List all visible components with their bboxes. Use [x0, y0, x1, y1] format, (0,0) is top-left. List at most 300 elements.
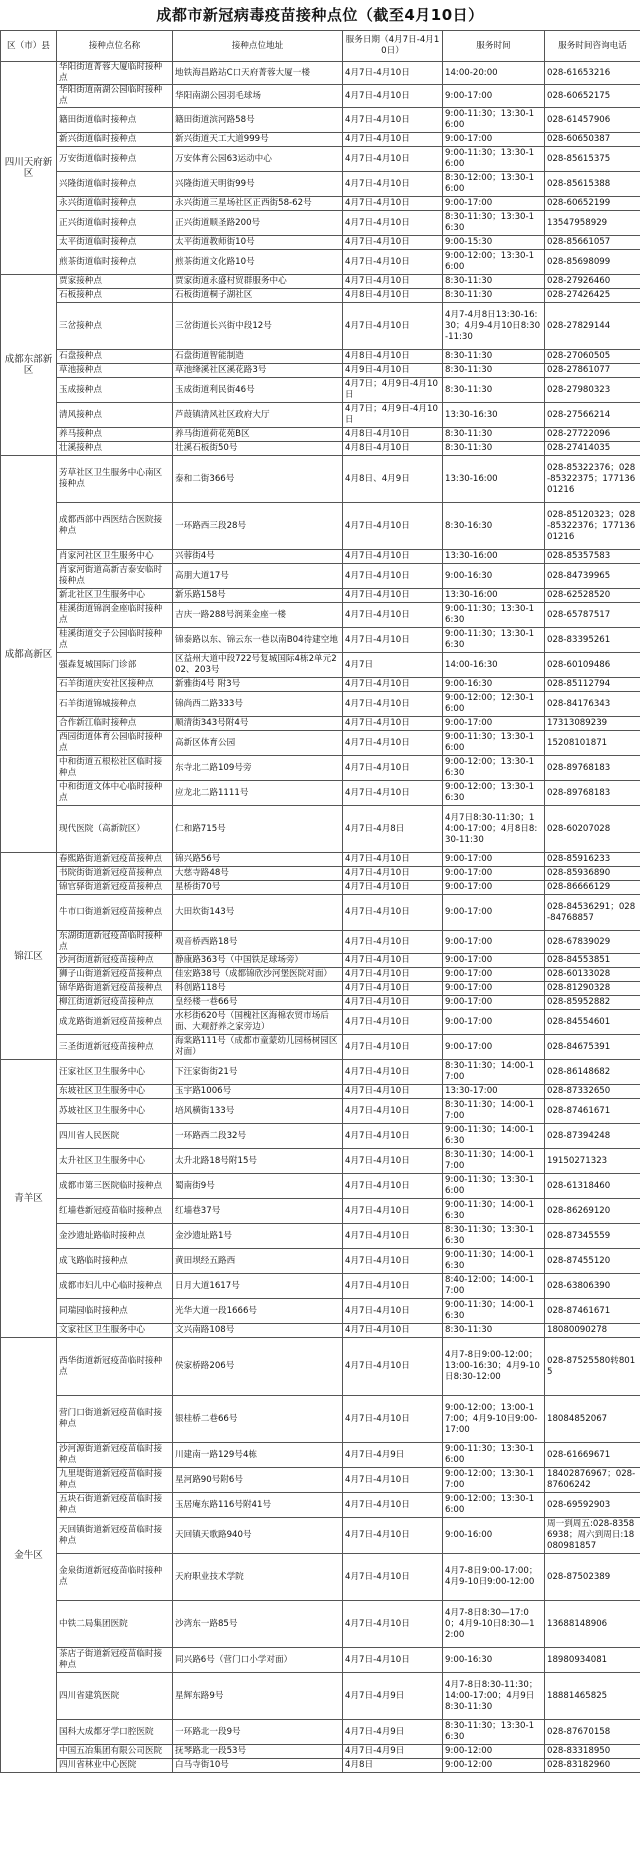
- site-cell: 成都西部中西医结合医院接种点: [57, 503, 173, 550]
- address-cell: 永兴街道三星场社区正西街58-62号: [173, 197, 343, 211]
- date-cell: 4月7日-4月10日: [343, 275, 443, 289]
- table-row: [1, 1518, 640, 1554]
- time-cell: 8:30-11:30: [443, 428, 545, 442]
- address-cell: 玉居庵东路116号附41号: [173, 1493, 343, 1518]
- site-cell: 国科大成都牙学口腔医院: [57, 1720, 173, 1745]
- site-cell: 金泉街道新冠疫苗临时接种点: [57, 1554, 173, 1601]
- table-row: [1, 853, 640, 867]
- table-row: [1, 867, 640, 881]
- date-cell: 4月7日-4月10日: [343, 996, 443, 1010]
- phone-cell: 028-85112794: [545, 678, 640, 692]
- phone-cell: 028-87502389: [545, 1554, 640, 1601]
- table-row: [1, 108, 640, 133]
- address-cell: 贾家街道永盛村贸群服务中心: [173, 275, 343, 289]
- phone-cell: 19150271323: [545, 1149, 640, 1174]
- table-row: [1, 1174, 640, 1199]
- address-cell: 芦葭镇清风社区政府大厅: [173, 403, 343, 428]
- site-cell: 石板接种点: [57, 289, 173, 303]
- table-row: [1, 172, 640, 197]
- table-row: [1, 806, 640, 853]
- time-cell: 8:30-11:30；13:30-16:30: [443, 1224, 545, 1249]
- date-cell: 4月7日-4月10日: [343, 589, 443, 603]
- address-cell: 日月大道1617号: [173, 1274, 343, 1299]
- phone-cell: 028-84553851: [545, 954, 640, 968]
- table-row: [1, 895, 640, 931]
- phone-cell: 028-85952882: [545, 996, 640, 1010]
- site-cell: 金沙遗址路临时接种点: [57, 1224, 173, 1249]
- address-cell: 养马街道荷花苑B区: [173, 428, 343, 442]
- phone-cell: 028-84176343: [545, 692, 640, 717]
- date-cell: 4月8日: [343, 1759, 443, 1773]
- col-header-time: 服务时间: [443, 31, 545, 62]
- address-cell: 观音桥西路18号: [173, 931, 343, 954]
- date-cell: 4月7日-4月10日: [343, 1274, 443, 1299]
- date-cell: 4月7日-4月10日: [343, 564, 443, 589]
- address-cell: 区益州大道中段722号复城国际4栋2单元202、203号: [173, 653, 343, 678]
- site-cell: 中和街道五根松社区临时接种点: [57, 756, 173, 781]
- date-cell: 4月7日-4月10日: [343, 172, 443, 197]
- district-cell: 锦江区: [1, 853, 57, 1060]
- table-row: [1, 250, 640, 275]
- table-row: [1, 1299, 640, 1324]
- site-cell: 茶店子街道新冠疫苗临时接种点: [57, 1648, 173, 1673]
- time-cell: 8:30-11:30: [443, 364, 545, 378]
- time-cell: 13:30-16:00: [443, 589, 545, 603]
- site-cell: 三岔接种点: [57, 303, 173, 350]
- col-header-date: 服务日期（4月7日-4月10日）: [343, 31, 443, 62]
- time-cell: 4月7-8日9:00-17:00；4月9-10日9:00-12:00: [443, 1554, 545, 1601]
- table-row: [1, 1720, 640, 1745]
- table-row: [1, 350, 640, 364]
- table-row: [1, 731, 640, 756]
- table-row: [1, 589, 640, 603]
- site-cell: 肖家河社区卫生服务中心: [57, 550, 173, 564]
- site-cell: 清风接种点: [57, 403, 173, 428]
- site-cell: 西园街道体育公园临时接种点: [57, 731, 173, 756]
- date-cell: 4月7日-4月10日: [343, 1224, 443, 1249]
- time-cell: 8:30-11:30；14:00-17:00: [443, 1099, 545, 1124]
- time-cell: 4月7-8日9:00-12:00；13:00-16:30；4月9-10日8:30-12:00: [443, 1338, 545, 1396]
- date-cell: 4月7日-4月10日: [343, 895, 443, 931]
- date-cell: 4月7日-4月10日: [343, 62, 443, 85]
- phone-cell: 028-85120323；028-85322376；17713601216: [545, 503, 640, 550]
- time-cell: 9:00-11:30；13:30-16:00: [443, 108, 545, 133]
- table-row: [1, 692, 640, 717]
- time-cell: 9:00-17:00: [443, 954, 545, 968]
- time-cell: 9:00-11:30；13:30-16:00: [443, 147, 545, 172]
- address-cell: 皇经楼一巷66号: [173, 996, 343, 1010]
- phone-cell: 028-86269120: [545, 1199, 640, 1224]
- address-cell: 培风横街133号: [173, 1099, 343, 1124]
- phone-cell: 028-65787517: [545, 603, 640, 628]
- time-cell: 13:30-16:30: [443, 403, 545, 428]
- phone-cell: 028-60652175: [545, 85, 640, 108]
- date-cell: 4月7日-4月10日: [343, 197, 443, 211]
- phone-cell: 028-84536291；028-84768857: [545, 895, 640, 931]
- phone-cell: 13688148906: [545, 1601, 640, 1648]
- table-row: [1, 1124, 640, 1149]
- address-cell: 星桥街70号: [173, 881, 343, 895]
- phone-cell: 028-84675391: [545, 1035, 640, 1060]
- date-cell: 4月7日-4月10日: [343, 717, 443, 731]
- site-cell: 沙河街道新冠疫苗接种点: [57, 954, 173, 968]
- table-row: [1, 1224, 640, 1249]
- table-body: [1, 62, 640, 1773]
- table-row: [1, 1493, 640, 1518]
- district-cell: 成都高新区: [1, 456, 57, 853]
- site-cell: 营门口街道新冠疫苗临时接种点: [57, 1396, 173, 1443]
- site-cell: 草池接种点: [57, 364, 173, 378]
- time-cell: 9:00-17:00: [443, 133, 545, 147]
- table-row: [1, 289, 640, 303]
- phone-cell: 028-87332650: [545, 1085, 640, 1099]
- site-cell: 中国五冶集团有限公司医院: [57, 1745, 173, 1759]
- time-cell: 8:30-11:30；13:30-16:30: [443, 1720, 545, 1745]
- table-row: [1, 211, 640, 236]
- address-cell: 煎茶街道文化路10号: [173, 250, 343, 275]
- phone-cell: 028-85615388: [545, 172, 640, 197]
- phone-cell: 028-87461671: [545, 1299, 640, 1324]
- address-cell: 锦兴路56号: [173, 853, 343, 867]
- district-cell: 成都东部新区: [1, 275, 57, 456]
- address-cell: 石盘街道智能制造: [173, 350, 343, 364]
- site-cell: 桂溪街道交子公园临时接种点: [57, 628, 173, 653]
- site-cell: 养马接种点: [57, 428, 173, 442]
- date-cell: 4月7日-4月10日: [343, 1060, 443, 1085]
- phone-cell: 028-60207028: [545, 806, 640, 853]
- table-row: [1, 1745, 640, 1759]
- address-cell: 应龙北二路1111号: [173, 781, 343, 806]
- phone-cell: 028-85936890: [545, 867, 640, 881]
- time-cell: 9:00-12:00: [443, 1759, 545, 1773]
- address-cell: 锦泰路以东、锦云东一巷以南B04待建空地: [173, 628, 343, 653]
- site-cell: 同瑞园临时接种点: [57, 1299, 173, 1324]
- date-cell: 4月7日-4月10日: [343, 1124, 443, 1149]
- site-cell: 合作新江临时接种点: [57, 717, 173, 731]
- phone-cell: 028-61669671: [545, 1443, 640, 1468]
- table-row: [1, 1274, 640, 1299]
- date-cell: 4月8日-4月10日: [343, 289, 443, 303]
- phone-cell: 18084852067: [545, 1396, 640, 1443]
- time-cell: 9:00-17:00: [443, 931, 545, 954]
- date-cell: 4月7日-4月10日: [343, 1199, 443, 1224]
- address-cell: 石板街道桐子湖社区: [173, 289, 343, 303]
- col-header-site: 接种点位名称: [57, 31, 173, 62]
- time-cell: 9:00-17:00: [443, 1035, 545, 1060]
- site-cell: 煎茶街道临时接种点: [57, 250, 173, 275]
- site-cell: 芳草社区卫生服务中心南区接种点: [57, 456, 173, 503]
- time-cell: 9:00-11:30；14:00-16:30: [443, 1249, 545, 1274]
- table-row: [1, 717, 640, 731]
- site-cell: 牛市口街道新冠疫苗接种点: [57, 895, 173, 931]
- date-cell: 4月7日-4月10日: [343, 147, 443, 172]
- phone-cell: 028-85698099: [545, 250, 640, 275]
- date-cell: 4月7日-4月10日: [343, 1648, 443, 1673]
- table-row: [1, 503, 640, 550]
- table-row: [1, 881, 640, 895]
- address-cell: 天府职业技术学院: [173, 1554, 343, 1601]
- site-cell: 成都市第三医院临时接种点: [57, 1174, 173, 1199]
- address-cell: 锦尚西二路333号: [173, 692, 343, 717]
- time-cell: 9:00-12:00；13:30-16:30: [443, 756, 545, 781]
- site-cell: 柳江街道新冠疫苗接种点: [57, 996, 173, 1010]
- phone-cell: 028-85322376；028-85322375；17713601216: [545, 456, 640, 503]
- date-cell: 4月7日-4月10日: [343, 108, 443, 133]
- address-cell: 科创路118号: [173, 982, 343, 996]
- time-cell: 9:00-12:00；12:30-16:00: [443, 692, 545, 717]
- time-cell: 13:30-16:00: [443, 456, 545, 503]
- date-cell: 4月7日-4月10日: [343, 303, 443, 350]
- site-cell: 正兴街道临时接种点: [57, 211, 173, 236]
- phone-cell: 028-87525580转8015: [545, 1338, 640, 1396]
- time-cell: 9:00-17:00: [443, 717, 545, 731]
- address-cell: 兴隆街道天明街99号: [173, 172, 343, 197]
- site-cell: 籍田街道临时接种点: [57, 108, 173, 133]
- phone-cell: 17313089239: [545, 717, 640, 731]
- time-cell: 9:00-11:30；13:30-16:00: [443, 1174, 545, 1199]
- address-cell: 地铁海昌路站C口天府菁蓉大厦一楼: [173, 62, 343, 85]
- site-cell: 中和街道文体中心临时接种点: [57, 781, 173, 806]
- time-cell: 9:00-16:30: [443, 564, 545, 589]
- address-cell: 新乐路158号: [173, 589, 343, 603]
- phone-cell: 028-89768183: [545, 781, 640, 806]
- table-row: [1, 982, 640, 996]
- address-cell: 银桂桥二巷66号: [173, 1396, 343, 1443]
- table-row: [1, 85, 640, 108]
- date-cell: 4月7日-4月10日: [343, 1099, 443, 1124]
- time-cell: 9:00-12:00: [443, 1745, 545, 1759]
- table-row: [1, 1199, 640, 1224]
- phone-cell: 周一到周五:028-83586938；周六到周日:18080981857: [545, 1518, 640, 1554]
- address-cell: 静康路363号（中国铁足球场旁）: [173, 954, 343, 968]
- table-row: [1, 303, 640, 350]
- phone-cell: 028-86148682: [545, 1060, 640, 1085]
- phone-cell: 028-85615375: [545, 147, 640, 172]
- date-cell: 4月7日-4月10日: [343, 954, 443, 968]
- table-row: [1, 236, 640, 250]
- address-cell: 兴蓉街4号: [173, 550, 343, 564]
- table-row: [1, 931, 640, 954]
- address-cell: 红墙巷37号: [173, 1199, 343, 1224]
- site-cell: 四川省林业中心医院: [57, 1759, 173, 1773]
- table-row: [1, 442, 640, 456]
- col-header-address: 接种点位地址: [173, 31, 343, 62]
- time-cell: 9:00-17:00: [443, 197, 545, 211]
- date-cell: 4月7日-4月10日: [343, 133, 443, 147]
- site-cell: 四川省人民医院: [57, 1124, 173, 1149]
- table-row: [1, 1324, 640, 1338]
- table-row: [1, 1601, 640, 1648]
- time-cell: 13:30-16:00: [443, 550, 545, 564]
- phone-cell: 028-27426425: [545, 289, 640, 303]
- table-row: [1, 1010, 640, 1035]
- phone-cell: 028-83182960: [545, 1759, 640, 1773]
- time-cell: 8:30-11:30: [443, 350, 545, 364]
- phone-cell: 028-85661057: [545, 236, 640, 250]
- phone-cell: 028-27414035: [545, 442, 640, 456]
- time-cell: 4月7-8日8:30-11:30；14:00-17:00；4月9日8:30-11:30: [443, 1673, 545, 1720]
- phone-cell: 028-69592903: [545, 1493, 640, 1518]
- site-cell: 汪家社区卫生服务中心: [57, 1060, 173, 1085]
- phone-cell: 13547958929: [545, 211, 640, 236]
- time-cell: 13:30-17:00: [443, 1085, 545, 1099]
- table-row: [1, 197, 640, 211]
- table-row: [1, 1468, 640, 1493]
- address-cell: 玉成街道利民街46号: [173, 378, 343, 403]
- address-cell: 壮溪石板街50号: [173, 442, 343, 456]
- site-cell: 现代医院（高新院区）: [57, 806, 173, 853]
- phone-cell: 028-61457906: [545, 108, 640, 133]
- address-cell: 光华大道一段1666号: [173, 1299, 343, 1324]
- col-header-phone: 服务时间咨询电话: [545, 31, 640, 62]
- table-row: [1, 1149, 640, 1174]
- site-cell: 太升社区卫生服务中心: [57, 1149, 173, 1174]
- time-cell: 9:00-11:30；14:00-16:30: [443, 1199, 545, 1224]
- site-cell: 红墙巷新冠疫苗临时接种点: [57, 1199, 173, 1224]
- time-cell: 8:30-11:30；14:00-17:00: [443, 1149, 545, 1174]
- date-cell: 4月7日-4月10日: [343, 1035, 443, 1060]
- address-cell: 玉宇路1006号: [173, 1085, 343, 1099]
- time-cell: 9:00-17:00: [443, 853, 545, 867]
- phone-cell: 15208101871: [545, 731, 640, 756]
- address-cell: 星辉东路9号: [173, 1673, 343, 1720]
- site-cell: 新北社区卫生服务中心: [57, 589, 173, 603]
- time-cell: 4月7日8:30-11:30；14:00-17:00；4月8日8:30-11:30: [443, 806, 545, 853]
- date-cell: 4月7日-4月10日: [343, 1085, 443, 1099]
- time-cell: 9:00-17:00: [443, 982, 545, 996]
- phone-cell: 18980934081: [545, 1648, 640, 1673]
- address-cell: 东寺北二路109号旁: [173, 756, 343, 781]
- date-cell: 4月7日-4月10日: [343, 211, 443, 236]
- date-cell: 4月7日-4月10日: [343, 250, 443, 275]
- phone-cell: 028-85357583: [545, 550, 640, 564]
- address-cell: 草池绛溪社区溪花路3号: [173, 364, 343, 378]
- date-cell: 4月7日-4月10日: [343, 1554, 443, 1601]
- site-cell: 狮子山街道新冠疫苗接种点: [57, 968, 173, 982]
- table-header-row: [1, 31, 640, 62]
- site-cell: 三圣街道新冠疫苗接种点: [57, 1035, 173, 1060]
- table-row: [1, 456, 640, 503]
- vaccination-sites-table: [0, 30, 640, 1773]
- table-row: [1, 1338, 640, 1396]
- address-cell: 抚琴路北一段53号: [173, 1745, 343, 1759]
- time-cell: 14:00-16:30: [443, 653, 545, 678]
- date-cell: 4月7日-4月10日: [343, 756, 443, 781]
- time-cell: 9:00-17:00: [443, 881, 545, 895]
- phone-cell: 028-84739965: [545, 564, 640, 589]
- time-cell: 8:30-16:30: [443, 503, 545, 550]
- table-row: [1, 550, 640, 564]
- table-row: [1, 1759, 640, 1773]
- date-cell: 4月9日-4月10日: [343, 364, 443, 378]
- site-cell: 九里堤街道新冠疫苗临时接种点: [57, 1468, 173, 1493]
- time-cell: 8:40-12:00；14:00-17:00: [443, 1274, 545, 1299]
- address-cell: 新兴街道天工大道999号: [173, 133, 343, 147]
- date-cell: 4月7日-4月10日: [343, 931, 443, 954]
- table-row: [1, 1396, 640, 1443]
- date-cell: 4月7日-4月10日: [343, 236, 443, 250]
- time-cell: 9:00-16:30: [443, 678, 545, 692]
- date-cell: 4月7日-4月10日: [343, 1338, 443, 1396]
- table-row: [1, 62, 640, 85]
- time-cell: 9:00-11:30；14:00-16:30: [443, 1124, 545, 1149]
- address-cell: 下汪家街街21号: [173, 1060, 343, 1085]
- site-cell: 锦华路街道新冠疫苗接种点: [57, 982, 173, 996]
- date-cell: 4月7日-4月10日: [343, 1601, 443, 1648]
- time-cell: 9:00-12:00；13:30-16:00: [443, 250, 545, 275]
- table-row: [1, 653, 640, 678]
- table-row: [1, 428, 640, 442]
- site-cell: 强森复城国际门诊部: [57, 653, 173, 678]
- site-cell: 中铁二局集团医院: [57, 1601, 173, 1648]
- date-cell: 4月7日-4月9日: [343, 1720, 443, 1745]
- address-cell: 星河路90号附6号: [173, 1468, 343, 1493]
- address-cell: 沙湾东一路85号: [173, 1601, 343, 1648]
- phone-cell: 028-62528520: [545, 589, 640, 603]
- time-cell: 9:00-11:30；13:30-16:00: [443, 1443, 545, 1468]
- time-cell: 9:00-16:30: [443, 1648, 545, 1673]
- phone-cell: 028-60109486: [545, 653, 640, 678]
- site-cell: 万安街道临时接种点: [57, 147, 173, 172]
- address-cell: 一环路北一段9号: [173, 1720, 343, 1745]
- date-cell: 4月7日；4月9日-4月10日: [343, 378, 443, 403]
- address-cell: 万安体育公园63运动中心: [173, 147, 343, 172]
- address-cell: 水杉街620号（国槐社区海棉农贸市场后面、大观舒养之家旁边）: [173, 1010, 343, 1035]
- address-cell: 高朋大道17号: [173, 564, 343, 589]
- phone-cell: 028-61653216: [545, 62, 640, 85]
- time-cell: 9:00-11:30；14:00-16:30: [443, 1299, 545, 1324]
- time-cell: 9:00-17:00: [443, 1010, 545, 1035]
- col-header-district: 区（市）县: [1, 31, 57, 62]
- district-cell: 四川天府新区: [1, 62, 57, 275]
- date-cell: 4月7日-4月10日: [343, 1149, 443, 1174]
- date-cell: 4月8日-4月10日: [343, 428, 443, 442]
- time-cell: 9:00-17:00: [443, 867, 545, 881]
- time-cell: 8:30-12:00；13:30-16:00: [443, 172, 545, 197]
- time-cell: 9:00-15:30: [443, 236, 545, 250]
- phone-cell: 028-83318950: [545, 1745, 640, 1759]
- address-cell: 海棠路111号（成都市童蒙幼儿园杨树园区对面）: [173, 1035, 343, 1060]
- time-cell: 9:00-11:30；13:30-16:30: [443, 628, 545, 653]
- table-row: [1, 1673, 640, 1720]
- date-cell: 4月8日、4月9日: [343, 456, 443, 503]
- address-cell: 高新区体育公园: [173, 731, 343, 756]
- phone-cell: 028-87455120: [545, 1249, 640, 1274]
- table-row: [1, 1099, 640, 1124]
- site-cell: 石羊街道庆安社区接种点: [57, 678, 173, 692]
- time-cell: 8:30-11:30；13:30-16:30: [443, 211, 545, 236]
- table-row: [1, 1035, 640, 1060]
- address-cell: 泰和二街366号: [173, 456, 343, 503]
- phone-cell: 028-87394248: [545, 1124, 640, 1149]
- phone-cell: 028-27926460: [545, 275, 640, 289]
- address-cell: 太平街道教师街10号: [173, 236, 343, 250]
- date-cell: 4月7日-4月9日: [343, 1745, 443, 1759]
- site-cell: 东湖街道新冠疫苗临时接种点: [57, 931, 173, 954]
- phone-cell: 028-63806390: [545, 1274, 640, 1299]
- address-cell: 金沙遗址路1号: [173, 1224, 343, 1249]
- date-cell: 4月7日-4月10日: [343, 1324, 443, 1338]
- phone-cell: 028-27722096: [545, 428, 640, 442]
- phone-cell: 18402876967；028-87606242: [545, 1468, 640, 1493]
- table-row: [1, 678, 640, 692]
- site-cell: 成龙路街道新冠疫苗接种点: [57, 1010, 173, 1035]
- site-cell: 华阳街道菁蓉大厦临时接种点: [57, 62, 173, 85]
- address-cell: 天回镇天歌路940号: [173, 1518, 343, 1554]
- table-row: [1, 1249, 640, 1274]
- time-cell: 9:00-17:00: [443, 895, 545, 931]
- date-cell: 4月7日: [343, 653, 443, 678]
